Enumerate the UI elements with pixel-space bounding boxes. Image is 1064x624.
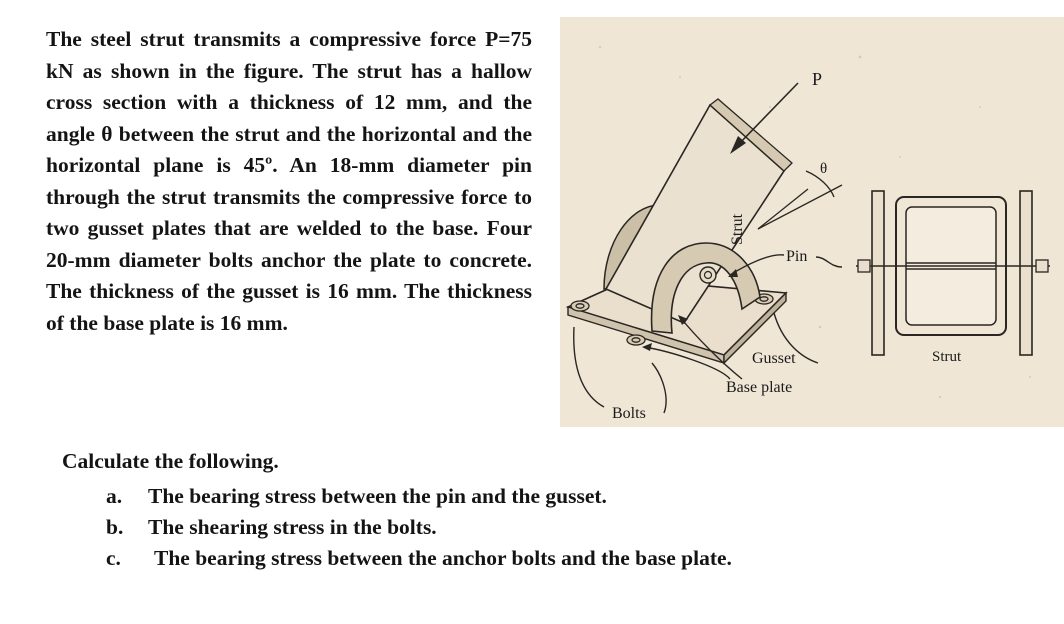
task-marker: b. [106, 515, 124, 539]
base-plate-label: Base plate [726, 379, 793, 396]
section-strut-label: Strut [932, 349, 962, 365]
calculate-heading: Calculate the following. [62, 449, 279, 473]
force-label: P [812, 69, 823, 89]
task-marker: c. [106, 546, 121, 570]
task-item [106, 512, 732, 543]
task-marker: a. [106, 484, 123, 508]
bolts-label: Bolts [612, 405, 646, 422]
strut-diagram [560, 17, 1064, 427]
task-text: The bearing stress between the pin and the gusset. [148, 484, 607, 508]
pin [700, 267, 716, 283]
strut-label: Strut [729, 213, 746, 245]
angle-label: θ [820, 161, 828, 177]
task-list [106, 481, 732, 574]
task-item [106, 543, 732, 574]
task-item [106, 481, 732, 512]
problem-statement: The steel strut transmits a compressive force P=75 kN as shown in the figure. The strut has a hallow cross section with a thickness of 12 mm, and the angle θ between the strut and the horizontal and the horizontal plane is 45º. An 18-mm diameter pin through the strut transmits the compressive force to two gusset plates that are welded to the base. Four 20-mm diameter bolts anchor the plate to concrete. The thickness of the gusset is 16 mm. The thickness of the base plate is 16 mm. [46, 27, 532, 335]
task-text: The shearing stress in the bolts. [148, 515, 437, 539]
gusset-label: Gusset [752, 350, 796, 367]
task-text: The bearing stress between the anchor bolts and the base plate. [154, 546, 732, 570]
strut-figure [560, 17, 1064, 427]
pin-label: Pin [786, 248, 808, 265]
